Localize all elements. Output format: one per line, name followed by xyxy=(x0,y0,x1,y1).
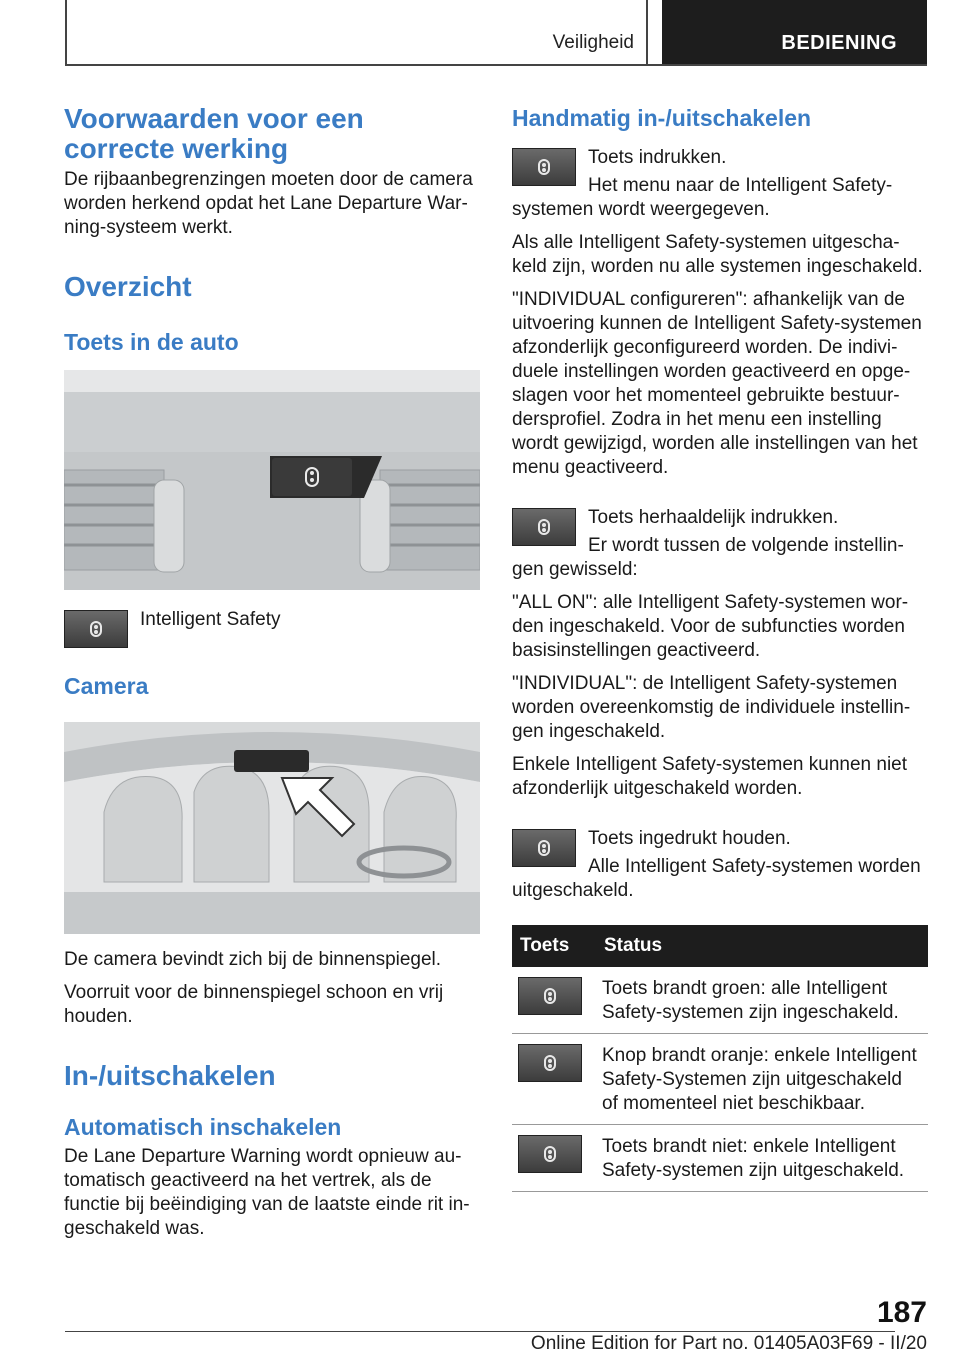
hold-title: Toets ingedrukt houden. xyxy=(588,828,791,849)
repeat-title: Toets herhaaldelijk indrukken. xyxy=(588,507,839,528)
intelligent-safety-button-icon xyxy=(512,148,576,186)
press-text-3: "INDIVIDUAL configureren": afhankelijk van de uitvoering kunnen de Intelligent Safety-systemen afzonderlijk geconfigureerd worden. De individuele instellingen worden geactiveerd en opgeslagen voor het momenteel gebruikte bestuurdersprofiel. Zodra in het menu een instelling wordt gewijzigd, worden alle instellingen van het menu geactiveerd. xyxy=(512,289,922,478)
status-table xyxy=(512,925,928,1192)
status-table-header xyxy=(512,925,928,967)
hold-text: Alle Intelligent Safety-systemen worden uitgeschakeld. xyxy=(512,856,921,901)
heading-conditions: Voorwaarden voor een correcte werking xyxy=(64,103,364,164)
header-section: Veiligheid xyxy=(552,32,634,53)
press-title: Toets indrukken. xyxy=(588,147,727,168)
camera-text-2: Voorruit voor de binnenspiegel schoon en vrij houden. xyxy=(64,982,444,1027)
status-cell: Toets brandt niet: enkele Intelligent Safety-systemen zijn uitgeschakeld. xyxy=(596,1125,928,1192)
heading-automatic-on: Automatisch inschakelen xyxy=(64,1114,342,1140)
status-cell: Knop brandt oranje: enkele Intelligent Safety-Systemen zijn uitgeschakeld of momenteel niet beschikbaar. xyxy=(596,1034,928,1125)
button-photo-illustration xyxy=(64,370,480,590)
footer-divider xyxy=(65,1331,895,1332)
intelligent-safety-button-icon xyxy=(512,829,576,867)
table-row xyxy=(512,967,928,1034)
intelligent-safety-button-icon xyxy=(512,508,576,546)
page-number: 187 xyxy=(876,1296,927,1329)
footer-edition: Online Edition for Part no. 01405A03F69 - II/20 xyxy=(530,1333,927,1354)
heading-manual-on-off: Handmatig in-/uitschakelen xyxy=(512,105,812,131)
repeat-text-3: "INDIVIDUAL": de Intelligent Safety-systemen worden overeenkomstig de individuele instellingen ingeschakeld. xyxy=(512,673,911,742)
intelligent-safety-button-icon xyxy=(64,610,128,648)
header-divider xyxy=(65,64,927,66)
conditions-text: De rijbaanbegrenzingen moeten door de camera worden herkend opdat het Lane Departure Warning-systeem werkt. xyxy=(64,169,473,238)
camera-text-1: De camera bevindt zich bij de binnenspiegel. xyxy=(64,949,442,970)
right-column xyxy=(512,100,928,1192)
press-text-2: Als alle Intelligent Safety-systemen uitgeschakeld zijn, worden nu alle systemen ingeschakeld. xyxy=(512,232,923,277)
column-header-button: Toets xyxy=(512,925,596,967)
intelligent-safety-icon xyxy=(518,977,582,1015)
status-cell: Toets brandt groen: alle Intelligent Safety-systemen zijn ingeschakeld. xyxy=(596,967,928,1034)
press-text-1: Het menu naar de Intelligent Safety-systemen wordt weergegeven. xyxy=(512,175,893,220)
column-header-status: Status xyxy=(596,925,928,967)
repeat-text-1: Er wordt tussen de volgende instellingen gewisseld: xyxy=(512,535,904,580)
heading-camera: Camera xyxy=(64,673,149,699)
intelligent-safety-icon xyxy=(518,1044,582,1082)
repeat-text-4: Enkele Intelligent Safety-systemen kunnen niet afzonderlijk uitgeschakeld worden. xyxy=(512,754,908,799)
heading-on-off: In-/uitschakelen xyxy=(64,1060,276,1091)
table-row xyxy=(512,1125,928,1192)
camera-photo-illustration xyxy=(64,722,480,934)
button-caption-row xyxy=(64,608,480,648)
heading-button-in-car: Toets in de auto xyxy=(64,329,239,355)
button-photo xyxy=(64,370,480,590)
repeat-text-2: "ALL ON": alle Intelligent Safety-systemen worden ingeschakeld. Voor de subfuncties worden basisinstellingen geactiveerd. xyxy=(512,592,909,661)
heading-overview: Overzicht xyxy=(64,271,192,302)
intelligent-safety-icon xyxy=(518,1135,582,1173)
button-caption: Intelligent Safety xyxy=(140,609,281,630)
header-section-box xyxy=(65,0,648,64)
header-chapter: BEDIENING xyxy=(662,0,927,66)
camera-photo xyxy=(64,722,480,934)
left-column xyxy=(64,100,480,1241)
table-row xyxy=(512,1034,928,1125)
automatic-on-text: De Lane Departure Warning wordt opnieuw automatisch geactiveerd na het vertrek, als de functie bij beëindiging van de laatste einde rit ingeschakeld was. xyxy=(64,1146,470,1239)
